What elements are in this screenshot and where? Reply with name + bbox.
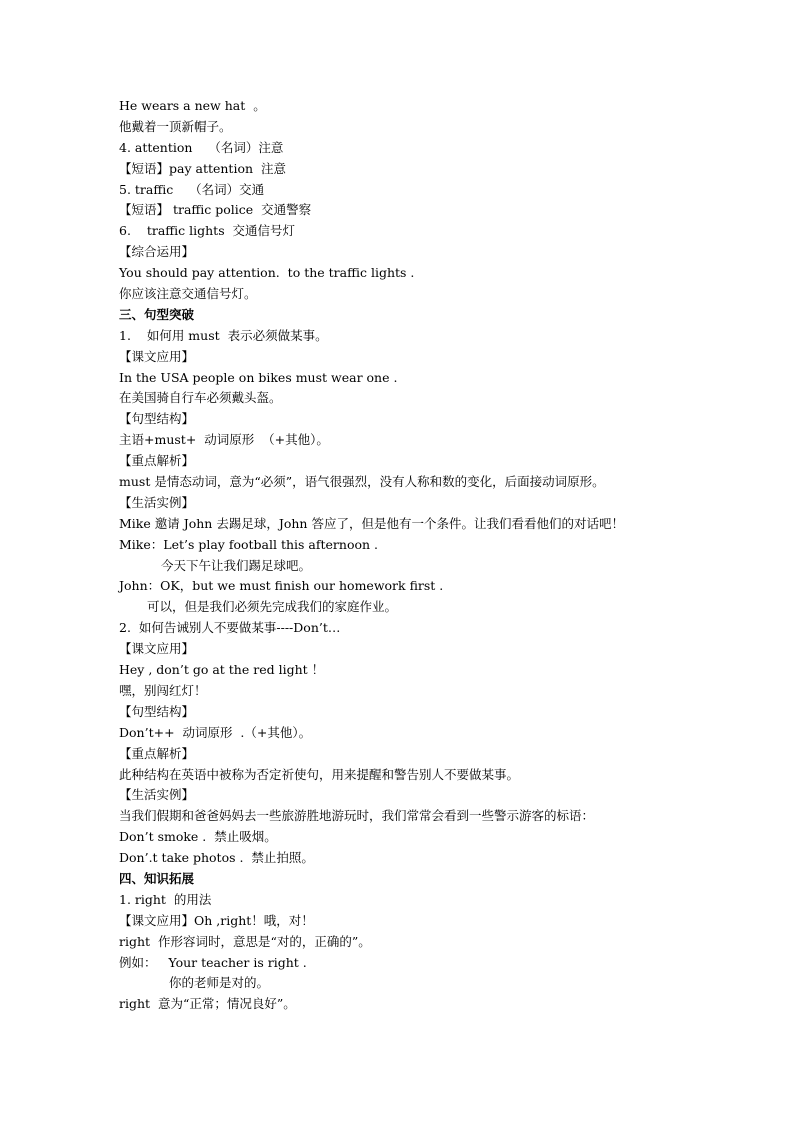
text-line: 【综合运用】 — [119, 244, 195, 260]
text-line: 【短语】 traffic police 交通警察 — [119, 202, 312, 218]
text-line: Don’t smoke . 禁止吸烟。 — [119, 829, 277, 845]
text-line: He wears a new hat 。 — [119, 98, 266, 113]
text-line: 【生活实例】 — [119, 787, 195, 803]
document-body — [119, 96, 759, 1015]
text-line: 1. 如何用 must 表示必须做某事。 — [119, 327, 328, 343]
text-line: 【课文应用】Oh ,right！哦，对！ — [119, 912, 314, 928]
text-line: Don’.t take photos . 禁止拍照。 — [119, 850, 314, 866]
text-line: Mike 邀请 John 去踢足球，John 答应了，但是他有一个条件。让我们看看他们的对话吧！ — [119, 515, 624, 531]
text-line: 【课文应用】 — [119, 348, 195, 364]
text-line: 【短语】pay attention 注意 — [119, 160, 286, 176]
text-line: You should pay attention. to the traffic lights . — [119, 265, 415, 281]
text-line: 【句型结构】 — [119, 703, 195, 719]
text-line: Hey , don’t go at the red light ！ — [119, 662, 325, 678]
section-heading: 四、知识拓展 — [119, 870, 195, 886]
text-line: 你应该注意交通信号灯。 — [119, 286, 257, 302]
text-line: 主语+must+ 动词原形 （+其他）。 — [119, 432, 329, 448]
text-line: 你的老师是对的。 — [169, 975, 270, 991]
text-line: 6. traffic lights 交通信号灯 — [119, 223, 296, 239]
text-line: 【课文应用】 — [119, 641, 195, 657]
text-line: 【重点解析】 — [119, 745, 195, 761]
text-line: Don’t++ 动词原形 .（+其他）。 — [119, 724, 312, 740]
text-line: 例如： Your teacher is right . — [119, 954, 307, 970]
text-line: 此种结构在英语中被称为否定祈使句，用来提醒和警告别人不要做某事。 — [119, 766, 520, 782]
text-line: 5. traffic （名词）交通 — [119, 181, 265, 197]
text-line: John：OK，but we must finish our homework first . — [119, 578, 444, 594]
text-line: right 作形容词时，意思是“对的，正确的”。 — [119, 933, 371, 949]
text-line: Mike：Let’s play football this afternoon . — [119, 536, 378, 552]
text-line: 1. right 的用法 — [119, 891, 212, 907]
text-line: 【重点解析】 — [119, 453, 195, 469]
text-line: 他戴着一顶新帽子。 — [119, 118, 232, 134]
text-line: 在美国骑自行车必须戴头盔。 — [119, 390, 282, 406]
text-line: right 意为“正常；情况良好”。 — [119, 996, 296, 1012]
text-line: 【句型结构】 — [119, 411, 195, 427]
text-line: 2. 如何告诫别人不要做某事----Don’t… — [119, 620, 341, 636]
text-line: 嘿，别闯红灯！ — [119, 682, 207, 698]
text-line: 当我们假期和爸爸妈妈去一些旅游胜地游玩时，我们常常会看到一些警示游客的标语： — [119, 808, 595, 824]
text-line: In the USA people on bikes must wear one . — [119, 369, 398, 385]
text-line: must 是情态动词，意为“必须”，语气很强烈，没有人称和数的变化，后面接动词原形。 — [119, 474, 605, 490]
section-heading: 三、句型突破 — [119, 306, 195, 322]
text-line: 可以，但是我们必须先完成我们的家庭作业。 — [147, 599, 398, 615]
text-line: 4. attention （名词）注意 — [119, 139, 284, 155]
text-line: 今天下午让我们踢足球吧。 — [161, 557, 312, 573]
text-line: 【生活实例】 — [119, 494, 195, 510]
